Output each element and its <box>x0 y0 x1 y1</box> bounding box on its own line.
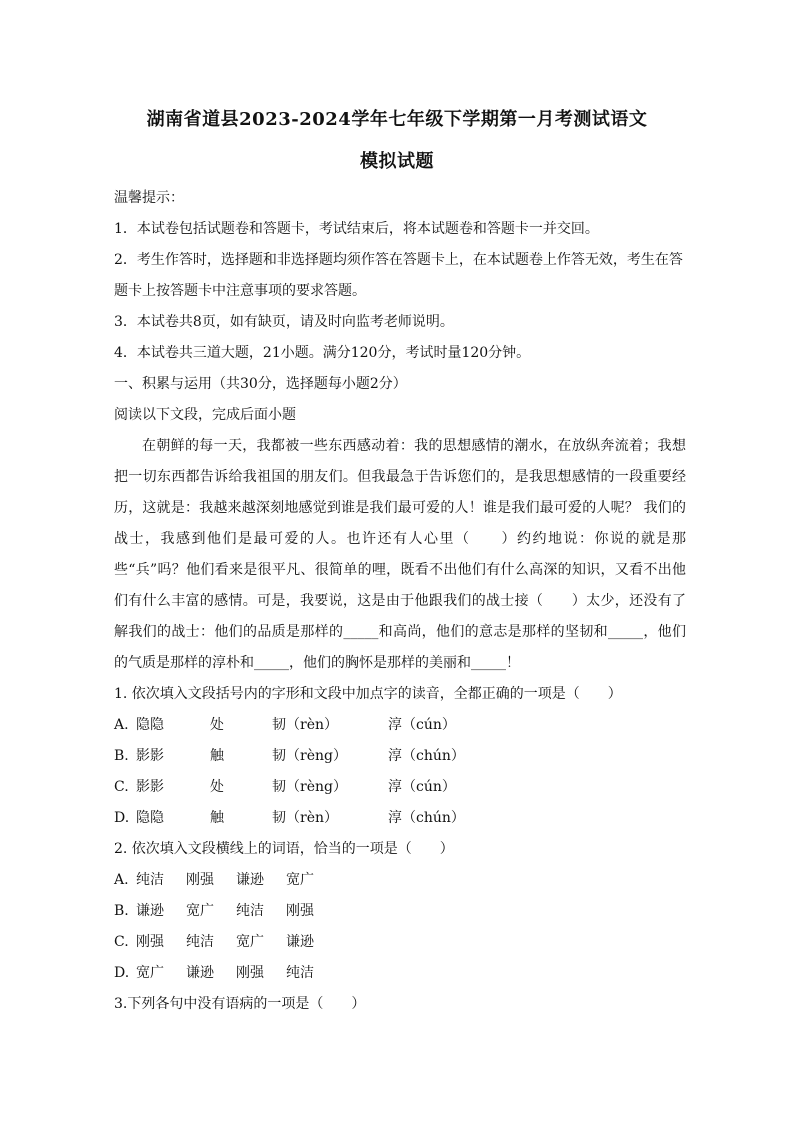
tip-item: 4．本试卷共三道大题，21小题。满分120分，考试时量120分钟。 <box>114 345 531 361</box>
reading-passage: 在朝鲜的每一天，我都被一些东西感动着：我的思想感情的潮水，在放纵奔流着；我想把一切东西都告诉给我祖国的朋友们。但我最急于告诉您们的，是我思想感情的一段重要经历，这就是：我越来越深刻地感觉到谁是我们最可爱的人！谁是我们最可爱的人呢？ 我们的战士，我感到他们是最可爱的人。也许还有人心里（ ）约约地说：你说的就是那些“兵”吗？他们看来是很平凡、很简单的哩，既看不出他们有什么高深的知识，又看不出他们有什么丰富的感情。可是，我要说，这是由于他跟我们的战士接（ ）太少，还没有了解我们的战士：他们的品质是那样的_____和高尚，他们的意志是那样的坚韧和_____，他们的气质是那样的淳朴和_____，他们的胸怀是那样的美丽和_____！ <box>114 438 686 671</box>
option-choice: 触 <box>210 810 224 826</box>
option-label: A. <box>114 717 129 733</box>
option-word: 纯洁 <box>286 965 314 981</box>
document-body <box>114 183 686 1020</box>
question-1-option-d <box>114 803 686 834</box>
option-choice: 隐隐 <box>136 717 164 733</box>
question-2-option-c <box>114 927 686 958</box>
document-subtitle: 模拟试题 <box>360 151 434 172</box>
option-word: 宽广 <box>286 872 314 888</box>
option-choice: 处 <box>210 717 224 733</box>
option-choice: 影影 <box>136 748 164 764</box>
tip-item: 1．本试卷包括试题卷和答题卡，考试结束后，将本试题卷和答题卡一并交回。 <box>114 221 599 237</box>
option-choice: 淳（chún） <box>388 748 465 764</box>
option-label: D. <box>114 965 130 981</box>
option-word: 纯洁 <box>136 872 164 888</box>
option-label: A. <box>114 872 129 888</box>
question-2-stem: 2. 依次填入文段横线上的词语，恰当的一项是（ ） <box>114 841 454 857</box>
option-label: B. <box>114 903 129 919</box>
option-word: 刚强 <box>286 903 314 919</box>
question-2-option-b <box>114 896 686 927</box>
option-word: 刚强 <box>236 965 264 981</box>
question-2-option-a <box>114 865 686 896</box>
tip-heading: 温馨提示： <box>114 190 184 206</box>
option-choice: 韧（rèn） <box>272 810 338 826</box>
tip-item: 3．本试卷共8页，如有缺页，请及时向监考老师说明。 <box>114 314 454 330</box>
option-word: 谦逊 <box>286 934 314 950</box>
option-choice: 淳（cún） <box>388 779 456 795</box>
option-word: 刚强 <box>136 934 164 950</box>
option-word: 宽广 <box>186 903 214 919</box>
option-label: B. <box>114 748 129 764</box>
option-choice: 处 <box>210 779 224 795</box>
option-word: 谦逊 <box>186 965 214 981</box>
option-choice: 韧（rèng） <box>272 748 347 764</box>
question-2-option-d <box>114 958 686 989</box>
document-title: 湖南省道县2023-2024学年七年级下学期第一月考测试语文 <box>146 109 648 130</box>
option-choice: 韧（rèn） <box>272 717 338 733</box>
option-word: 宽广 <box>236 934 264 950</box>
reading-instruction: 阅读以下文段，完成后面小题 <box>114 407 296 423</box>
tip-item: 题卡上按答题卡中注意事项的要求答题。 <box>114 283 366 299</box>
option-choice: 触 <box>210 748 224 764</box>
question-1-option-c <box>114 772 686 803</box>
question-3-stem: 3.下列各句中没有语病的一项是（ ） <box>114 996 366 1012</box>
option-word: 谦逊 <box>136 903 164 919</box>
question-1-option-b <box>114 741 686 772</box>
option-word: 刚强 <box>186 872 214 888</box>
option-choice: 淳（cún） <box>388 717 456 733</box>
option-word: 纯洁 <box>186 934 214 950</box>
option-choice: 淳（chún） <box>388 810 465 826</box>
option-label: C. <box>114 934 129 950</box>
option-word: 宽广 <box>136 965 164 981</box>
option-choice: 影影 <box>136 779 164 795</box>
option-label: D. <box>114 810 130 826</box>
option-word: 谦逊 <box>236 872 264 888</box>
option-word: 纯洁 <box>236 903 264 919</box>
question-1-stem: 1. 依次填入文段括号内的字形和文段中加点字的读音，全都正确的一项是（ ） <box>114 686 622 702</box>
section-heading: 一、积累与运用（共30分，选择题每小题2分） <box>114 376 407 392</box>
question-1-option-a <box>114 710 686 741</box>
option-choice: 隐隐 <box>136 810 164 826</box>
option-label: C. <box>114 779 129 795</box>
tip-item: 2．考生作答时，选择题和非选择题均须作答在答题卡上，在本试题卷上作答无效，考生在答 <box>114 252 683 268</box>
option-choice: 韧（rèng） <box>272 779 347 795</box>
